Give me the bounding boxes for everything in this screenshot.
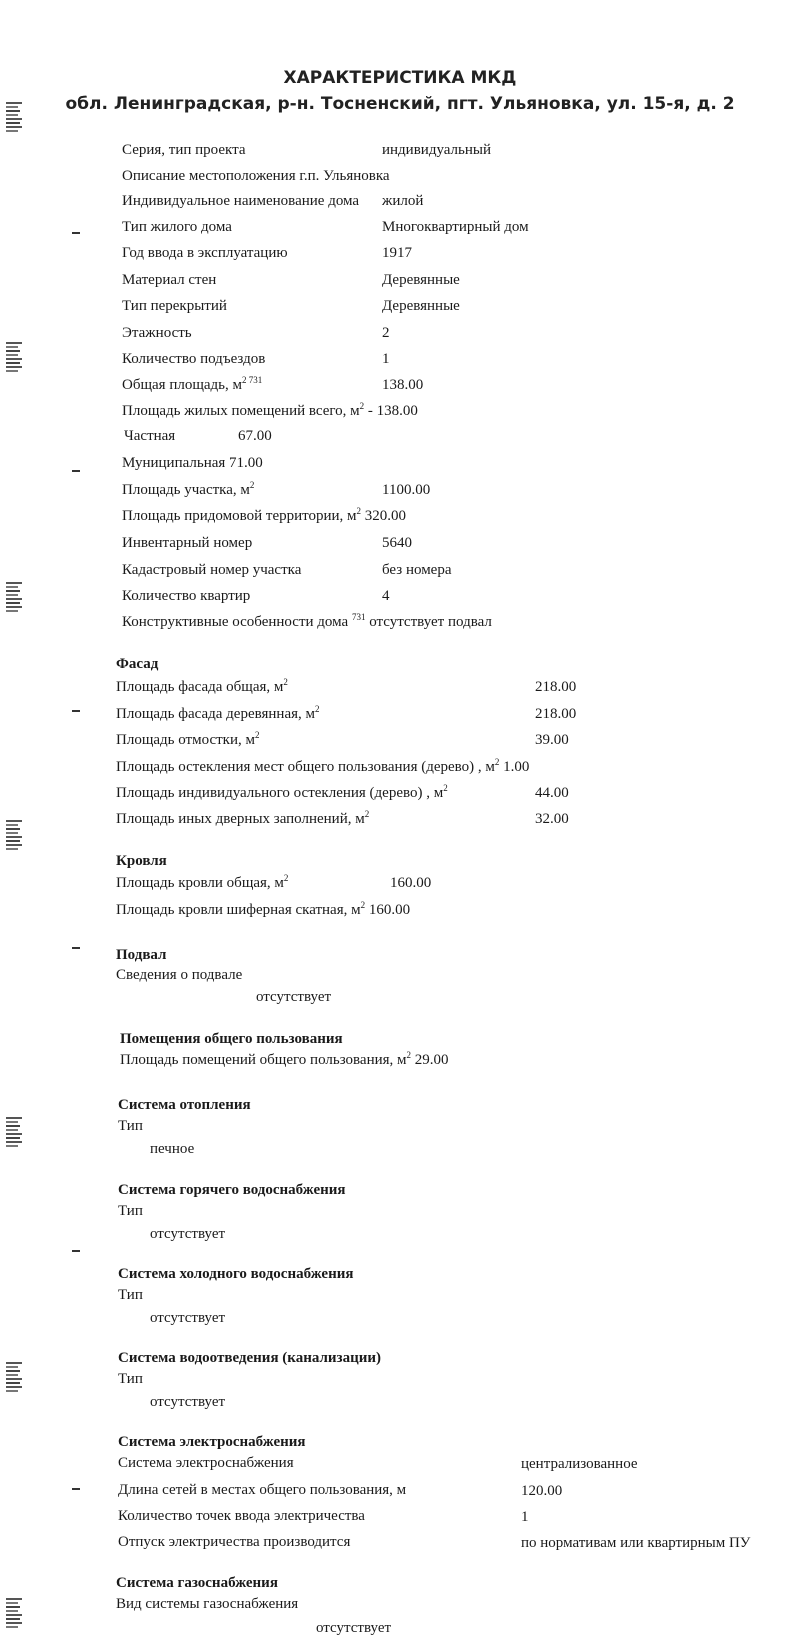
electricity-value: 1 xyxy=(521,1509,529,1525)
general-label: Материал стен xyxy=(122,272,217,288)
general-label: Количество подъездов xyxy=(122,351,266,367)
electricity-value: 120.00 xyxy=(521,1483,563,1499)
gas-label: Вид системы газоснабжения xyxy=(116,1596,299,1612)
general-value: 138.00 xyxy=(382,377,424,393)
margin-mark xyxy=(72,232,80,234)
common-label: Площадь помещений общего пользования, $м^2$ 29.00 xyxy=(120,1050,449,1068)
general-label: Конструктивные особенности дома $^{731}$ отсутствует подвал xyxy=(122,612,492,630)
general-value: 1 xyxy=(382,351,390,367)
electricity-value: по нормативам или квартирным ПУ xyxy=(521,1535,751,1551)
general-label: Общая площадь, $м^{2 731}$ xyxy=(122,375,263,393)
electricity-label: Система электроснабжения xyxy=(118,1455,294,1471)
facade-value: 32.00 xyxy=(535,811,569,827)
document-title: ХАРАКТЕРИСТИКА МКД xyxy=(283,68,517,88)
general-value: без номера xyxy=(382,562,452,578)
general-label: Инвентарный номер xyxy=(122,535,253,551)
facade-label: Площадь отмостки, $м^2$ xyxy=(116,730,260,748)
general-value: 1100.00 xyxy=(382,482,431,498)
heating-label: Тип xyxy=(118,1118,143,1134)
section-heading: Система электроснабжения xyxy=(118,1434,306,1450)
section-heading: Помещения общего пользования xyxy=(120,1031,343,1047)
general-label: Тип жилого дома xyxy=(122,219,232,235)
cold-water-value: отсутствует xyxy=(150,1310,226,1326)
section-heading: Система отопления xyxy=(118,1097,251,1113)
facade-value: 218.00 xyxy=(535,679,577,695)
facade-label: Площадь иных дверных заполнений, $м^2$ xyxy=(116,809,370,827)
basement-value: отсутствует xyxy=(256,989,332,1005)
section-heading: Система холодного водоснабжения xyxy=(118,1266,354,1282)
general-value: индивидуальный xyxy=(382,142,492,158)
cold-water-label: Тип xyxy=(118,1287,143,1303)
general-label: Муниципальная 71.00 xyxy=(122,455,263,471)
general-label: Площадь придомовой территории, $м^2$ 320.00 xyxy=(122,506,407,524)
general-label: Серия, тип проекта xyxy=(122,142,246,158)
section-heading: Подвал xyxy=(116,947,167,963)
general-value: 67.00 xyxy=(238,428,272,444)
scan-artifact xyxy=(6,1115,22,1149)
scan-artifact xyxy=(6,1596,22,1630)
roof-value: 160.00 xyxy=(390,875,432,891)
general-label: Год ввода в эксплуатацию xyxy=(122,245,288,261)
general-value: 1917 xyxy=(382,245,412,261)
general-label: Кадастровый номер участка xyxy=(122,562,302,578)
general-label: Описание местоположения г.п. Ульяновка xyxy=(122,168,390,184)
general-label: Этажность xyxy=(122,325,192,341)
general-value: Деревянные xyxy=(382,272,460,288)
electricity-label: Количество точек ввода электричества xyxy=(118,1508,365,1524)
general-value: 5640 xyxy=(382,535,412,551)
general-value: 2 xyxy=(382,325,390,341)
margin-mark xyxy=(72,947,80,949)
heating-value: печное xyxy=(150,1141,195,1157)
margin-mark xyxy=(72,1250,80,1252)
section-heading: Система водоотведения (канализации) xyxy=(118,1350,381,1366)
scan-artifact xyxy=(6,580,22,614)
sewerage-value: отсутствует xyxy=(150,1394,226,1410)
scan-artifact xyxy=(6,340,22,374)
section-heading: Кровля xyxy=(116,853,167,869)
section-heading: Система газоснабжения xyxy=(116,1575,278,1591)
general-label: Частная xyxy=(124,428,176,444)
facade-value: 39.00 xyxy=(535,732,569,748)
facade-value: 44.00 xyxy=(535,785,569,801)
section-heading: Система горячего водоснабжения xyxy=(118,1182,346,1198)
electricity-value: централизованное xyxy=(521,1456,638,1472)
electricity-label: Отпуск электричества производится xyxy=(118,1534,351,1550)
facade-label: Площадь индивидуального остекления (дерево) , $м^2$ xyxy=(116,783,448,801)
margin-mark xyxy=(72,470,80,472)
scan-artifact xyxy=(6,818,22,852)
general-value: жилой xyxy=(382,193,424,209)
margin-mark xyxy=(72,710,80,712)
section-heading: Фасад xyxy=(116,656,159,672)
general-value: Деревянные xyxy=(382,298,460,314)
hot-water-label: Тип xyxy=(118,1203,143,1219)
roof-label: Площадь кровли общая, $м^2$ xyxy=(116,873,289,891)
basement-label: Сведения о подвале xyxy=(116,967,243,983)
hot-water-value: отсутствует xyxy=(150,1226,226,1242)
facade-label: Площадь фасада общая, $м^2$ xyxy=(116,677,288,695)
general-label: Тип перекрытий xyxy=(122,298,227,314)
scan-artifact xyxy=(6,1360,22,1394)
general-label: Площадь жилых помещений всего, $м^2 - 138.00$ xyxy=(122,401,418,419)
facade-label: Площадь остекления мест общего пользования (дерево) , $м^2$ 1.00 xyxy=(116,757,530,775)
gas-value: отсутствует xyxy=(316,1620,392,1636)
general-label: Количество квартир xyxy=(122,588,251,604)
general-label: Площадь участка, $м^2$ xyxy=(122,480,255,498)
document-address: обл. Ленинградская, р-н. Тосненский, пгт. Ульяновка, ул. 15-я, д. 2 xyxy=(65,94,735,114)
general-label: Индивидуальное наименование дома xyxy=(122,193,360,209)
roof-label: Площадь кровли шиферная скатная, $м^2$ 160.00 xyxy=(116,900,411,918)
general-value: 4 xyxy=(382,588,390,604)
electricity-label: Длина сетей в местах общего пользования, м xyxy=(118,1482,407,1498)
sewerage-label: Тип xyxy=(118,1371,143,1387)
facade-label: Площадь фасада деревянная, $м^2$ xyxy=(116,704,320,722)
general-value: Многоквартирный дом xyxy=(382,219,529,235)
margin-mark xyxy=(72,1488,80,1490)
facade-value: 218.00 xyxy=(535,706,577,722)
